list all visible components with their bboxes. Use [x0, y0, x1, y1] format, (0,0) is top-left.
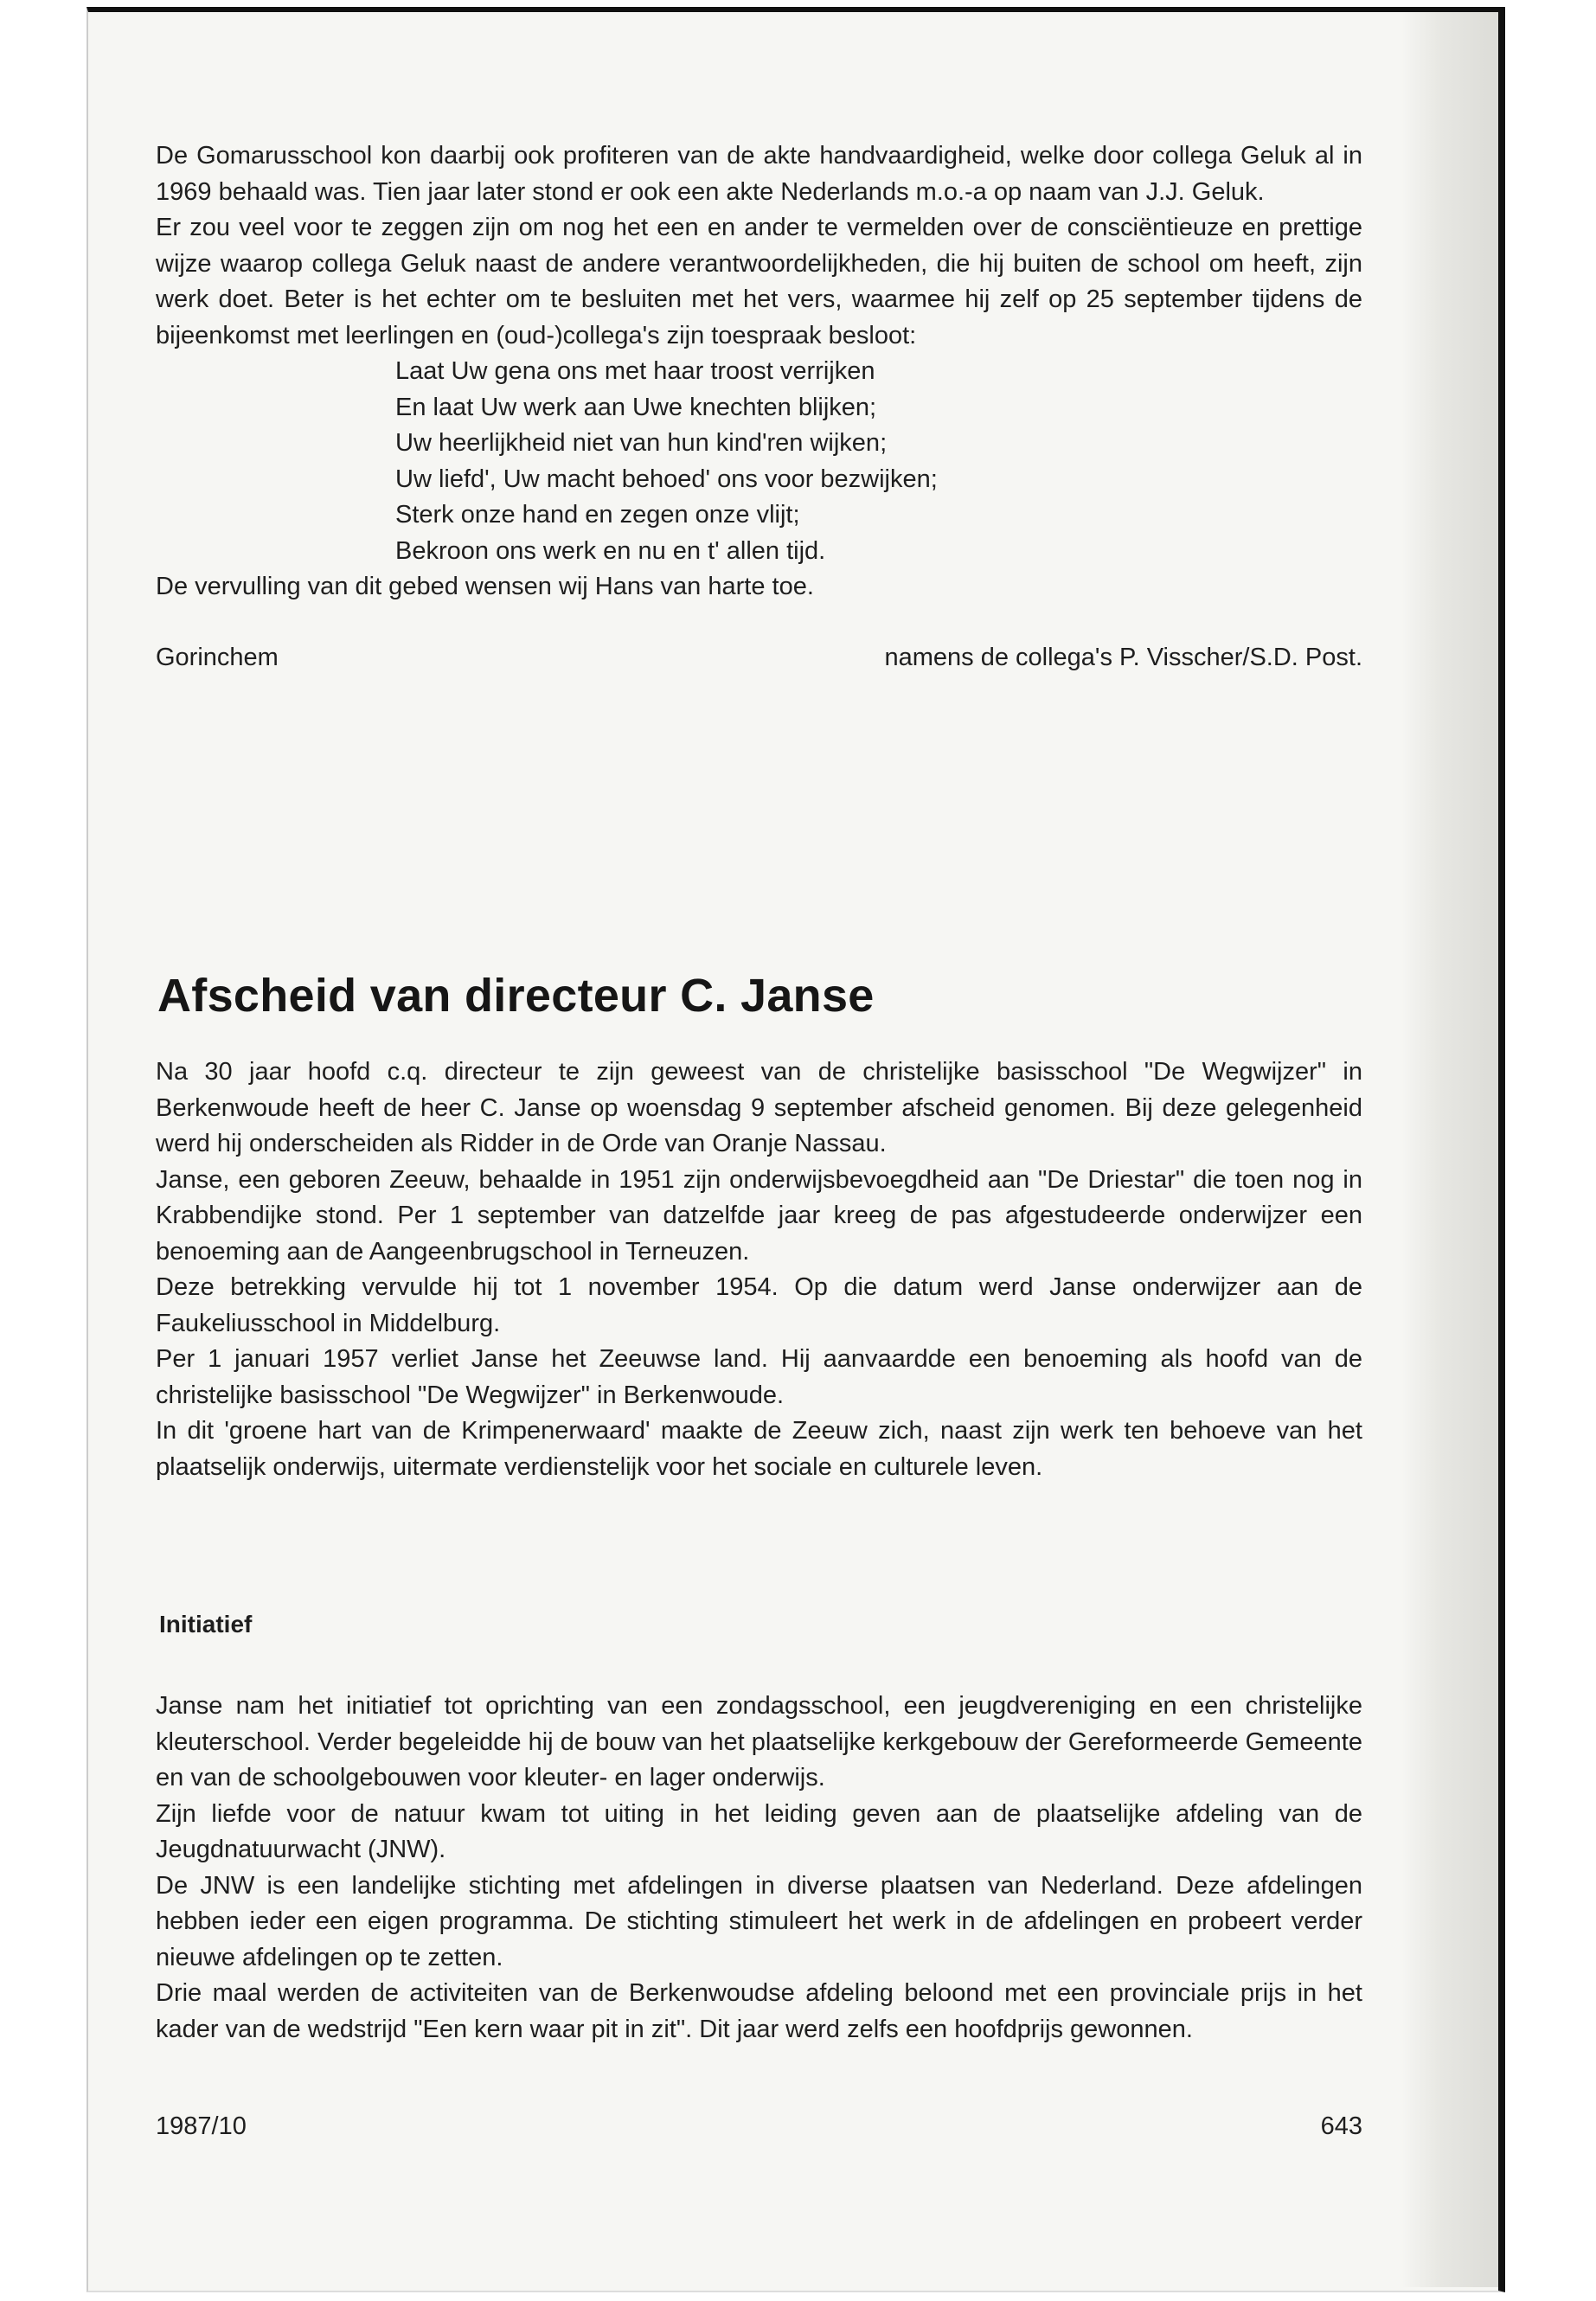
- paragraph: Janse, een geboren Zeeuw, behaalde in 1951 zijn onderwijsbevoegdheid aan "De Driestar" die toen nog in Krabbendijke stond. Per 1 september van datzelfde jaar kreeg de pas afgestudeerde onderwijzer een benoeming aan de Aangeenbrugschool in Terneuzen.: [156, 1165, 1362, 1266]
- paragraph: Janse nam het initiatief tot oprichting van een zondagsschool, een jeugdvereniging en een christelijke kleuterschool. Verder begeleidde hij de bouw van het plaatselijke kerkgebouw der Gereformeerde Gemeente en van de schoolgebouwen voor kleuter- en lager onderwijs.: [156, 1692, 1362, 1791]
- paragraph: Deze betrekking vervulde hij tot 1 november 1954. Op die datum werd Janse onderwijzer aan de Faukeliusschool in Middelburg.: [156, 1273, 1362, 1337]
- paragraph: In dit 'groene hart van de Krimpenerwaard' maakte de Zeeuw zich, naast zijn werk ten behoeve van het plaatselijk onderwijs, uitermate verdienstelijk voor het sociale en culturele leven.: [156, 1417, 1362, 1481]
- paragraph: Drie maal werden de activiteiten van de Berkenwoudse afdeling beloond met een provinciale prijs in het kader van de wedstrijd "Een kern waar pit in zit". Dit jaar werd zelfs een hoofdprijs gewonnen.: [156, 1979, 1362, 2043]
- poem-line: Laat Uw gena ons met haar troost verrijken: [395, 357, 875, 385]
- paragraph: Per 1 januari 1957 verliet Janse het Zeeuwse land. Hij aanvaardde een benoeming als hoofd van de christelijke basisschool "De Wegwijzer" in Berkenwoude.: [156, 1345, 1362, 1409]
- paragraph: Na 30 jaar hoofd c.q. directeur te zijn geweest van de christelijke basisschool "De Wegwijzer" in Berkenwoude heeft de heer C. Janse op woensdag 9 september afscheid genomen. Bij deze gelegenheid werd hij onderscheiden als Ridder in de Orde van Oranje Nassau.: [156, 1058, 1362, 1157]
- page-footer: [156, 2112, 1362, 2141]
- poem-line: En laat Uw werk aan Uwe knechten blijken;: [395, 393, 877, 421]
- page-number: 643: [1320, 2112, 1362, 2140]
- paragraph: Zijn liefde voor de natuur kwam tot uiting in het leiding geven aan de plaatselijke afdeling van de Jeugdnatuurwacht (JNW).: [156, 1799, 1362, 1863]
- poem: [395, 354, 1362, 569]
- article-body: [156, 1054, 1362, 1485]
- paragraph: De JNW is een landelijke stichting met afdelingen in diverse plaatsen van Nederland. Deze afdelingen hebben ieder een eigen programma. De stichting stimuleert het werk in de afdelingen en probeert verder nieuwe afdelingen op te zetten.: [156, 1871, 1362, 1971]
- place: Gorinchem: [156, 643, 279, 671]
- article-title: Afscheid van directeur C. Janse: [157, 970, 875, 1022]
- paragraph: De Gomarusschool kon daarbij ook profiteren van de akte handvaardigheid, welke door collega Geluk al in 1969 behaald was. Tien jaar later stond er ook een akte Nederlands m.o.-a op naam van J.J. Geluk.: [156, 142, 1362, 206]
- issue-number: 1987/10: [156, 2112, 247, 2140]
- subheading: Initiatief: [159, 1611, 253, 1638]
- scan-edge-shadow: [1401, 12, 1498, 2287]
- initiatief-body: [156, 1689, 1362, 2048]
- poem-line: Sterk onze hand en zegen onze vlijt;: [395, 501, 800, 529]
- poem-line: Uw heerlijkheid niet van hun kind'ren wijken;: [395, 429, 888, 457]
- signature: namens de collega's P. Visscher/S.D. Post.: [884, 643, 1362, 671]
- top-section: [156, 138, 1362, 676]
- closing-line: De vervulling van dit gebed wensen wij Hans van harte toe.: [156, 573, 814, 600]
- paragraph: Er zou veel voor te zeggen zijn om nog het een en ander te vermelden over de consciëntieuze en prettige wijze waarop collega Geluk naast de andere verantwoordelijkheden, die hij buiten de school om heeft, zijn werk doet. Beter is het echter om te besluiten met het vers, waarmee hij zelf op 25 september tijdens de bijeenkomst met leerlingen en (oud-)collega's zijn toespraak besloot:: [156, 214, 1362, 349]
- poem-line: Bekroon ons werk en nu en t' allen tijd.: [395, 536, 826, 565]
- poem-line: Uw liefd', Uw macht behoed' ons voor bezwijken;: [395, 465, 938, 493]
- signature-row: [156, 640, 1362, 676]
